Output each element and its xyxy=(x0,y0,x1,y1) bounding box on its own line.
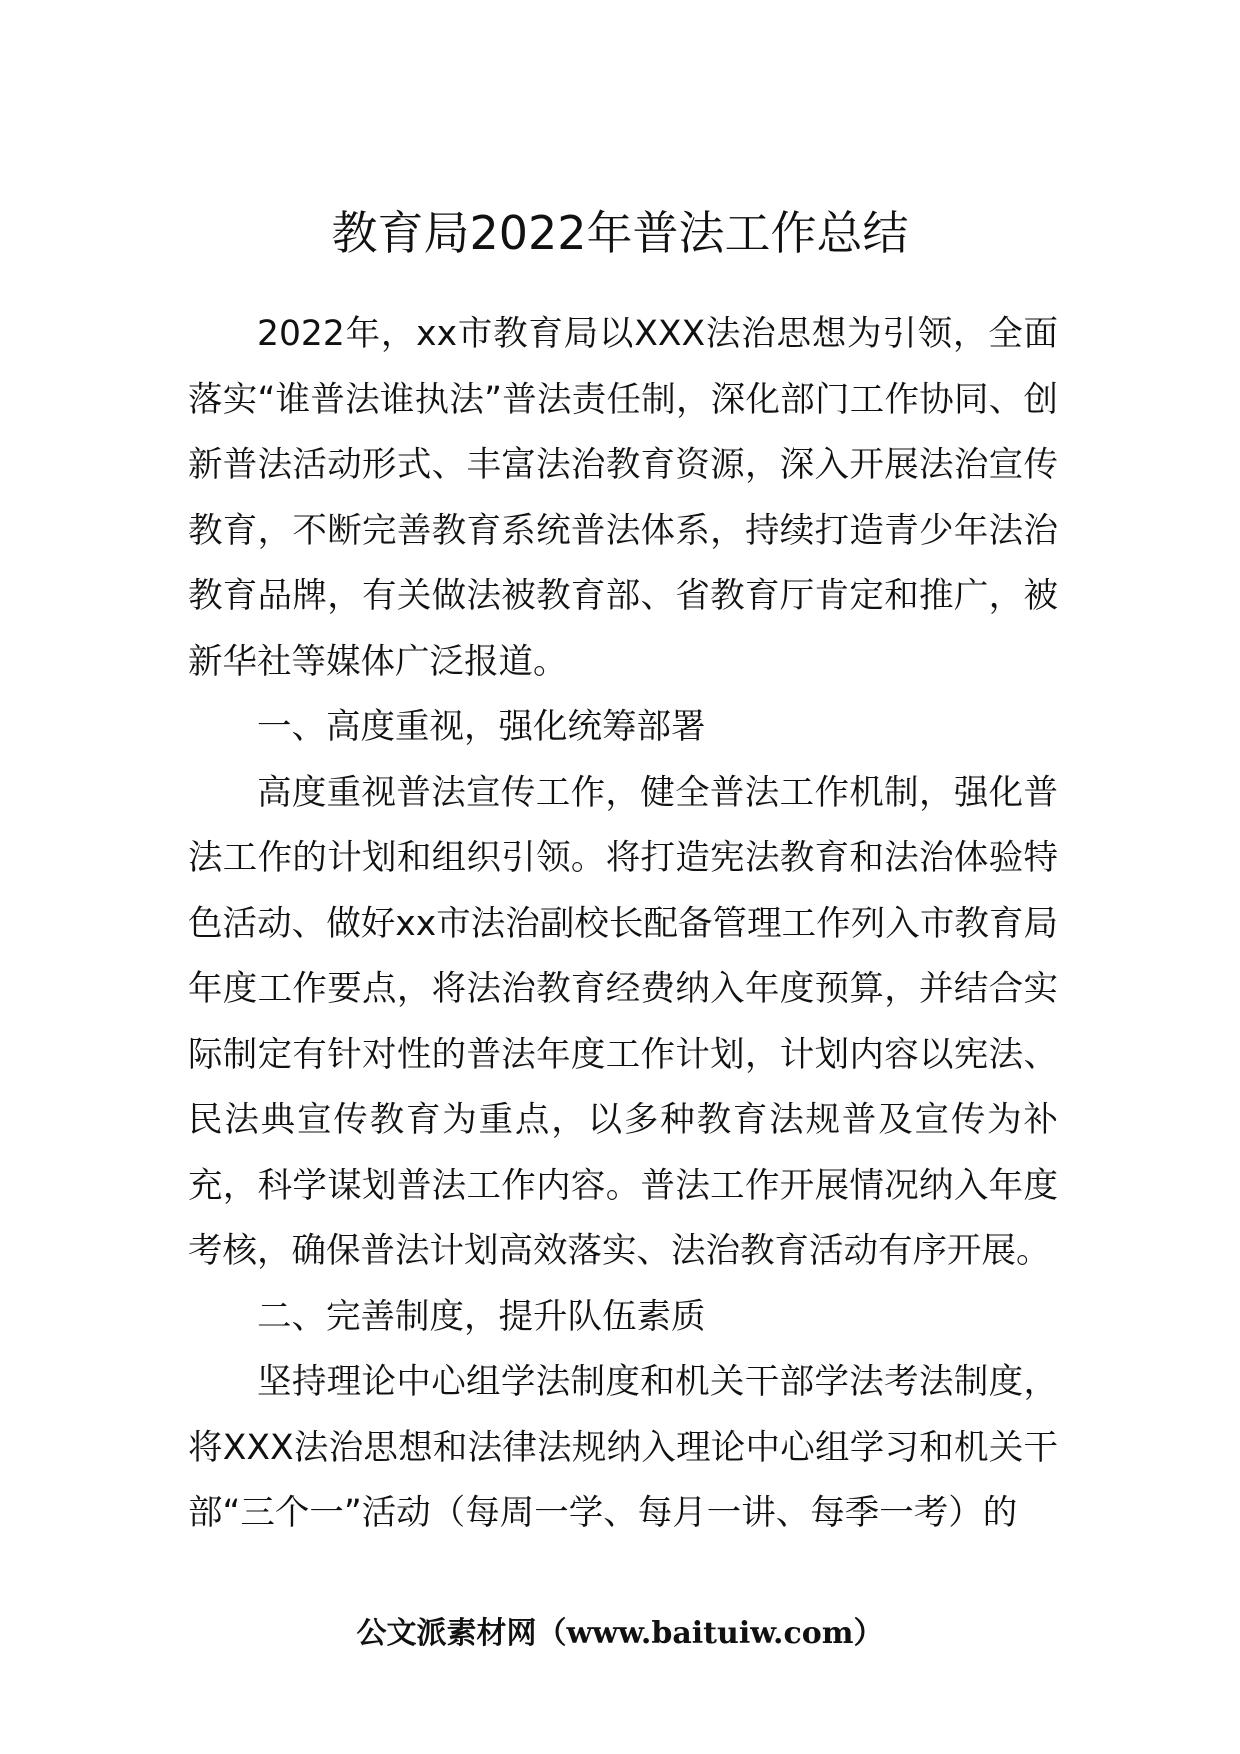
footer-watermark: 公文派素材网（www.baituiw.com） xyxy=(356,1616,884,1651)
section-2-paragraph: 坚持理论中心组学法制度和机关干部学法考法制度，将XXX法治思想和法律法规纳入理论中心组学习和机关干部“三个一”活动（每周一学、每月一讲、每季一考）的 xyxy=(188,1362,1058,1533)
section-heading-2: 二、完善制度，提升队伍素质 xyxy=(257,1296,706,1337)
section-1-paragraph: 高度重视普法宣传工作，健全普法工作机制，强化普法工作的计划和组织引领。将打造宪法教育和法治体验特色活动、做好xx市法治副校长配备管理工作列入市教育局年度工作要点，将法治教育经费纳入年度预算，并结合实际制定有针对性的普法年度工作计划，计划内容以宪法、民法典宣传教育为重点，以多种教育法规普及宣传为补充，科学谋划普法工作内容。普法工作开展情况纳入年度考核，确保普法计划高效落实、法治教育活动有序开展。 xyxy=(188,772,1058,1271)
document-body xyxy=(188,302,1058,1547)
intro-paragraph: 2022年，xx市教育局以XXX法治思想为引领，全面落实“谁普法谁执法”普法责任制，深化部门工作协同、创新普法活动形式、丰富法治教育资源，深入开展法治宣传教育，不断完善教育系统普法体系，持续打造青少年法治教育品牌，有关做法被教育部、省教育厅肯定和推广，被新华社等媒体广泛报道。 xyxy=(188,314,1058,682)
section-heading-1: 一、高度重视，强化统筹部署 xyxy=(257,707,706,747)
document-title: 教育局2022年普法工作总结 xyxy=(331,206,909,260)
